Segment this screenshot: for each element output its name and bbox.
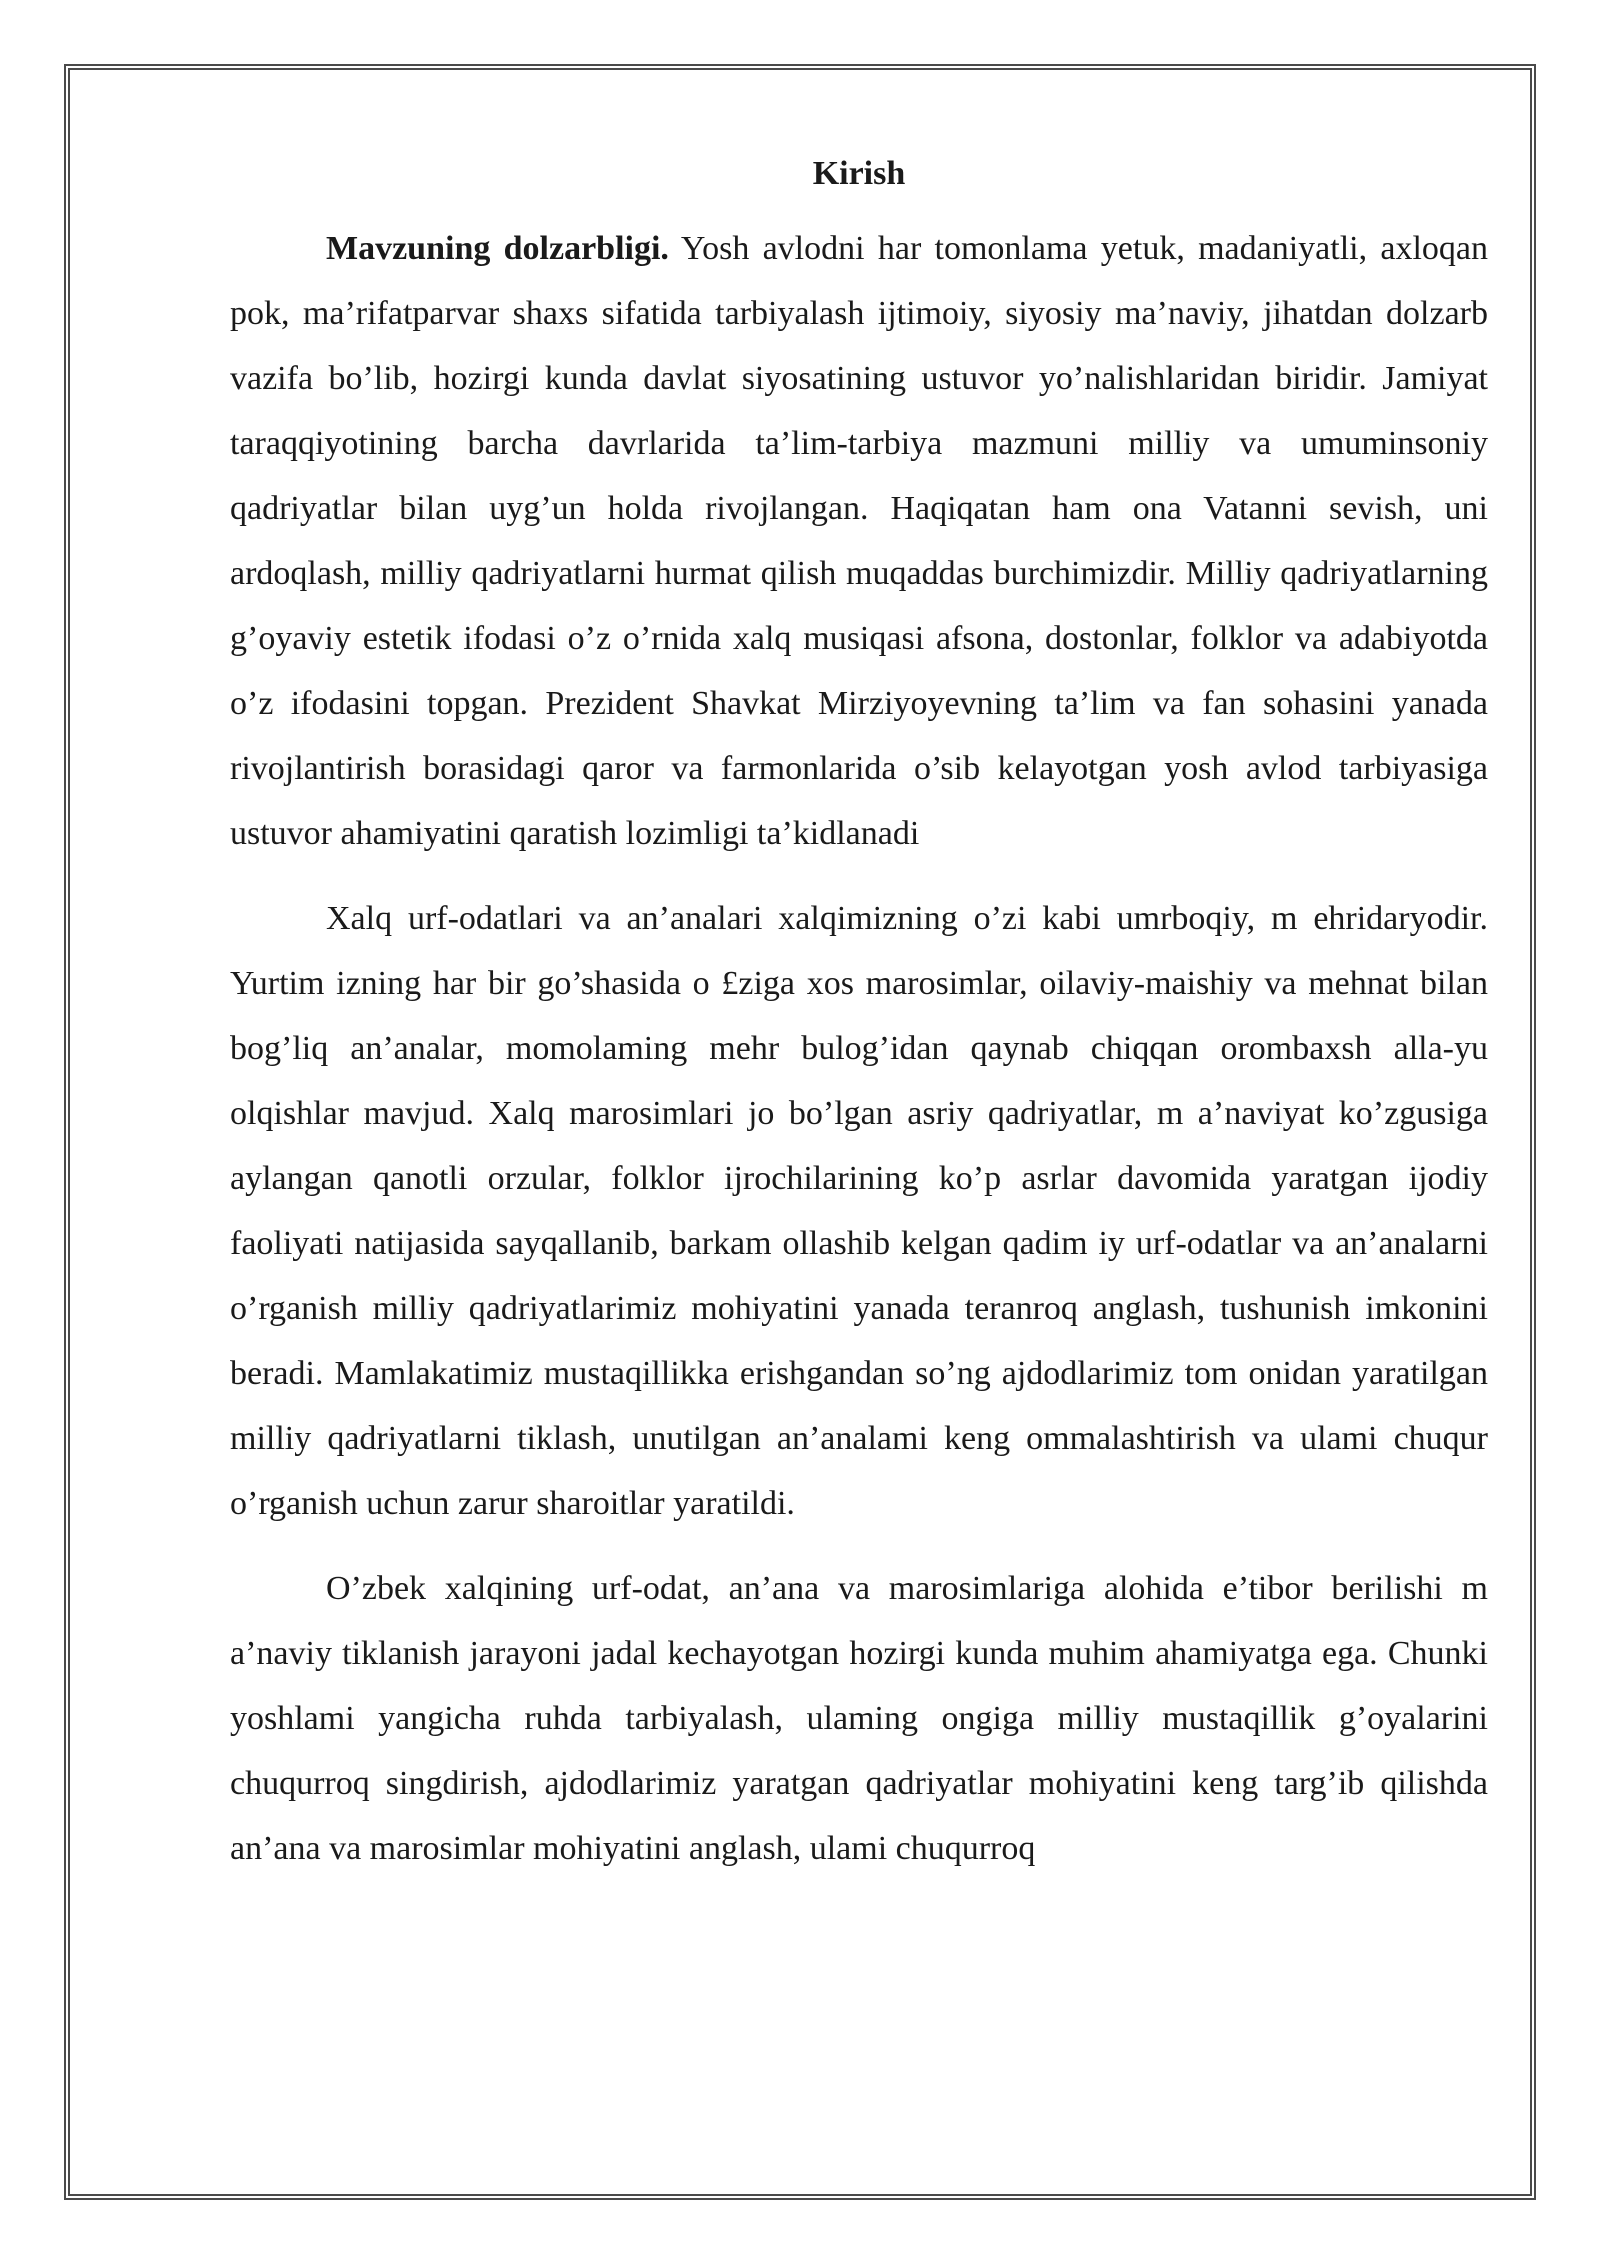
- paragraph-traditions: [230, 886, 1488, 1536]
- paragraph-lead: Mavzuning dolzarbligi.: [326, 230, 669, 267]
- paragraph-text: O’zbek xalqining urf-odat, an’ana va marosimlariga alohida e’tibor berilishi m a’naviy tiklanish jarayoni jadal kechayotgan hozirgi kunda muhim ahamiyatga ega. Chunki yoshlami yangicha ruhda tarbiyalash, ulaming ongiga milliy mustaqillik g’oyalarini chuqurroq singdirish, ajdodlarimiz yaratgan qadriyatlar mohiyatini keng targ’ib qilishda an’ana va marosimlar mohiyatini anglash, ulami chuqurroq: [230, 1570, 1488, 1867]
- paragraph-relevance: [230, 216, 1488, 866]
- document-body: [230, 150, 1488, 1901]
- paragraph-text: Yosh avlodni har tomonlama yetuk, madaniyatli, axloqan pok, ma’rifatparvar shaxs sifatida tarbiyalash ijtimoiy, siyosiy ma’naviy, jihatdan dolzarb vazifa bo’lib, hozirgi kunda davlat siyosatining ustuvor yo’nalishlaridan biridir. Jamiyat taraqqiyotining barcha davrlarida ta’lim-tarbiya mazmuni milliy va umuminsoniy qadriyatlar bilan uyg’un holda rivojlangan. Haqiqatan ham ona Vatanni sevish, uni ardoqlash, milliy qadriyatlarni hurmat qilish muqaddas burchimizdir. Milliy qadriyatlarning g’oyaviy estetik ifodasi o’z o’rnida xalq musiqasi afsona, dostonlar, folklor va adabiyotda o’z ifodasini topgan. Prezident Shavkat Mirziyoyevning ta’lim va fan sohasini yanada rivojlantirish borasidagi qaror va farmonlarida o’sib kelayotgan yosh avlod tarbiyasiga ustuvor ahamiyatini qaratish lozimligi ta’kidlanadi: [230, 230, 1489, 852]
- page-title: Kirish: [812, 155, 906, 192]
- paragraph-text: Xalq urf-odatlari va an’analari xalqimizning o’zi kabi umrboqiy, m ehridaryodir. Yurtim izning har bir go’shasida o £ziga xos marosimlar, oilaviy-maishiy va mehnat bilan bog’liq an’analar, momolaming mehr bulog’idan qaynab chiqqan orombaxsh alla-yu olqishlar mavjud. Xalq marosimlari jo bo’lgan asriy qadriyatlar, m a’naviyat ko’zgusiga aylangan qanotli orzular, folklor ijrochilarining ko’p asrlar davomida yaratgan ijodiy faoliyati natijasida sayqallanib, barkam ollashib kelgan qadim iy urf-odatlar va an’analarni o’rganish milliy qadriyatlarimiz mohiyatini yanada teranroq anglash, tushunish imkonini beradi. Mamlakatimiz mustaqillikka erishgandan so’ng ajdodlarimiz tom onidan yaratilgan milliy qadriyatlarni tiklash, unutilgan an’analami keng ommalashtirish va ulami chuqur o’rganish uchun zarur sharoitlar yaratildi.: [230, 900, 1488, 1522]
- paragraph-customs: [230, 1556, 1488, 1881]
